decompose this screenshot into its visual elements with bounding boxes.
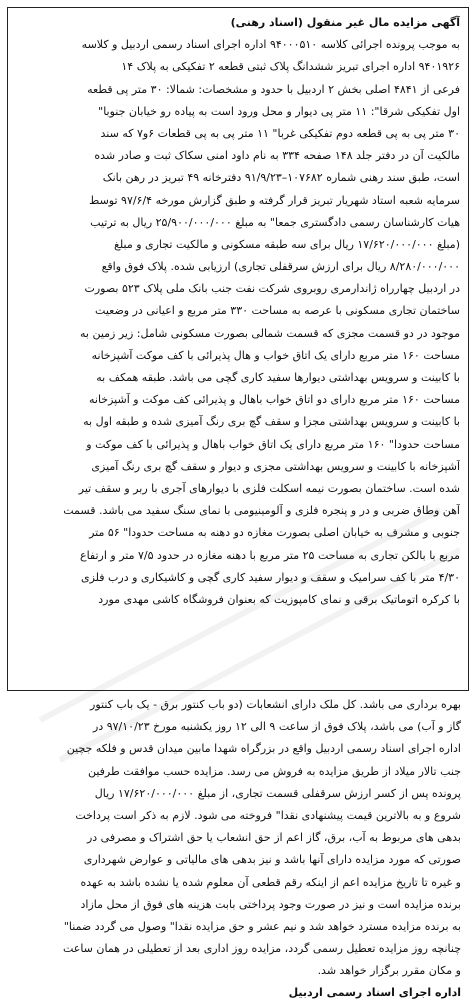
notice-line: چنانچه روز مزایده تعطیل رسمی گردد، مزایده روز اداری بعد از تعطیلی در همان ساعت bbox=[62, 942, 461, 956]
notice-line: جنوبی و مشرف به خیابان اصلی بصورت مغازه دو دهنه به مساحت حدودا" ۵۶ متر bbox=[89, 526, 460, 540]
notice-line: صورتی که مورد مزایده دارای آنها باشد و نیز بدهی های مالیاتی و عوارض شهرداری bbox=[83, 853, 461, 867]
notice-line: پرونده پس از کسر ارزش سرقفلی قسمت تجاری، از مبلغ ۱۷/۶۲۰/۰۰۰/۰۰۰ ریال bbox=[94, 786, 461, 800]
notice-line: هیات کارشناسان رسمی دادگستری جمعا" به مبلغ ۲۵/۹۰۰/۰۰۰/۰۰۰ ریال به ترتیب bbox=[90, 215, 460, 229]
notice-line: مساحت ۱۶۰ متر مربع دارای یک اتاق خواب و هال پذیرائی با کف موکت آشپزخانه bbox=[91, 348, 460, 362]
notice-line: با کرکره اتوماتیک برقی و نمای کامپوزیت که بعنوان فروشگاه کاشی مهدی مورد bbox=[98, 592, 460, 606]
notice-boxed-section bbox=[7, 7, 469, 691]
notice-line: مساحت ۱۶۰ متر مربع دارای دو اتاق خواب باهال و پذیرائی کف موکت و آشپزخانه bbox=[89, 393, 460, 407]
notice-line: به موجب پرونده اجرائی کلاسه ۹۴۰۰۰۵۱۰ اداره اجرای اسناد رسمی اردبیل و کلاسه bbox=[81, 38, 460, 52]
notice-line: شده است. ساختمان بصورت نیمه اسکلت فلزی با دیوارهای آجری با ربر و سقف تیر bbox=[78, 481, 460, 495]
notice-line: برنده مزایده است و نیز در صورت وجود پرداختی بابت هزینه های فوق از محل مازاد bbox=[80, 897, 461, 911]
notice-line: ساختمان تجاری مسکونی با عرصه به مساحت ۳۳۰ متر مربع و اعیانی در وضعیت bbox=[95, 304, 460, 318]
notice-line: شروع و به بالاترین قیمت پیشنهادی نقدا" فروخته می شود. لازم به ذکر است پرداخت bbox=[75, 808, 461, 822]
notice-line: با کابینت و سرویس بهداشتی دیوارها سفید کاری گچی می باشد. طبقه همکف به bbox=[96, 371, 460, 384]
notice-line: مالکیت آن در دفتر جلد ۱۴۸ صفحه ۳۳۴ به نام داود امنی سکاک ثبت و صادر شده bbox=[94, 149, 460, 163]
notice-line: اول تفکیکی شرقا": ۱۱ متر پی دیوار و محل ورود است به پیاده رو خیابان جنوبا" bbox=[98, 104, 460, 118]
notice-line bbox=[16, 611, 460, 633]
notice-line: ۴/۳۰ متر با کف سرامیک و سقف و دیوار سفید کاری گچی و کاشیکاری و درب فلزی bbox=[80, 570, 460, 584]
notice-line: در اردبیل چهارراه ژاندارمری روبروی شرکت نفت جنب بانک ملی پلاک ۵۲۳ بصورت bbox=[84, 282, 460, 296]
notice-line: جنب تالار میلاد از طریق مزایده به فروش می رسد. مزایده حسب موافقت طرفین bbox=[87, 764, 461, 778]
notice-line: بدهی های مربوط به آب، برق، گاز اعم از حق انشعاب یا حق اشتراک و مصرفی در bbox=[86, 831, 461, 845]
notice-line: ۸/۲۸۰/۰۰۰/۰۰۰ ریال برای ارزش سرقفلی تجاری) ارزیابی شده. پلاک فوق واقع bbox=[101, 260, 460, 274]
notice-line bbox=[16, 633, 460, 655]
notice-signature: اداره اجرای اسناد رسمی اردبیل bbox=[288, 986, 461, 1000]
notice-line: آهن وطاق ضربی و در و پنجره فلزی و آلومینیومی با نمای سنگ سفید می باشد. قسمت bbox=[63, 504, 460, 518]
notice-line: مربع با بالکن تجاری به مساحت ۲۵ متر مربع با دهنه مغازه در حدود ۷/۵ متر و ارتفاع bbox=[80, 548, 460, 562]
notice-line: (مبلغ ۱۷/۶۲۰/۰۰۰/۰۰۰ ریال برای سه طبقه مسکونی و مالکیت تجاری و مبلغ bbox=[114, 237, 460, 251]
notice-line: مساحت حدودا" ۱۶۰ متر مربع دارای یک اتاق خواب باهال و پذیرائی با کف موکت و bbox=[86, 437, 460, 451]
notice-line: سرمایه شعبه استاد شهریار تبریز قرار گرفته و طبق گزارش مورخه ۹۷/۶/۴ توسط bbox=[89, 193, 460, 207]
notice-line: به برنده مزایده مسترد خواهد شد و نیم عشر و حق مزایده نقدا" وصول می گردد ضمنا" bbox=[63, 919, 461, 933]
notice-line: و غیره تا تاریخ مزایده اعم از اینکه رقم قطعی آن معلوم شده یا نشده باشد به عهده bbox=[80, 875, 461, 889]
notice-line: ۳۰ متر پی به پی قطعه دوم تفکیکی غربا" ۱۱ متر پی به پی قطعات ۶و۷ که سند bbox=[100, 126, 460, 140]
notice-title: آگهی مزایده مال غیر منقول (اسناد رهنی) bbox=[230, 16, 460, 29]
notice-line: و مکان مقرر برگزار خواهد شد. bbox=[317, 964, 461, 978]
notice-line: است، طبق سند رهنی شماره ۱۰۷۶۸۲–۹۱/۹/۲۳ دفترخانه ۴۹ تبریز در رهن بانک bbox=[102, 171, 460, 185]
notice-line: ۹۴۰۱۹۲۶ اداره اجرای تبریز ششدانگ پلاک ثبتی قطعه ۲ تفکیکی به پلاک ۱۴ bbox=[121, 60, 460, 74]
notice-line: با کابینت و سرویس بهداشتی مجزا و سقف گچ بری رنگ آمیزی شده و طبقه اول به bbox=[83, 415, 460, 429]
notice-line: موجود در دو قسمت مجزی که قسمت شمالی بصورت مسکونی شامل: زیر زمین به bbox=[80, 326, 460, 340]
notice-line: گاز و آب) می باشد، پلاک فوق از ساعت ۹ الی ۱۲ روز یکشنبه مورخ ۹۷/۱۰/۲۳ در bbox=[93, 720, 461, 734]
notice-tail-section bbox=[15, 694, 461, 1000]
notice-line: اداره اجرای اسناد رسمی اردبیل واقع در بزرگراه شهدا مابین میدان قدس و فلکه جچین bbox=[66, 742, 461, 756]
notice-line: آشپزخانه با کابینت و سرویس بهداشتی مجزی و دیوار و سقف گچ بری رنگ آمیزی bbox=[91, 459, 460, 473]
notice-line: بهره برداری می باشد. کل ملک دارای انشعابات (دو باب کنتور برق - یک باب کنتور bbox=[90, 698, 461, 711]
notice-line: فرعی از ۴۸۴۱ اصلی بخش ۲ اردبیل با حدود و مشخصات: شمالا: ۳۰ متر پی قطعه bbox=[87, 82, 460, 96]
notice-line bbox=[16, 655, 460, 677]
